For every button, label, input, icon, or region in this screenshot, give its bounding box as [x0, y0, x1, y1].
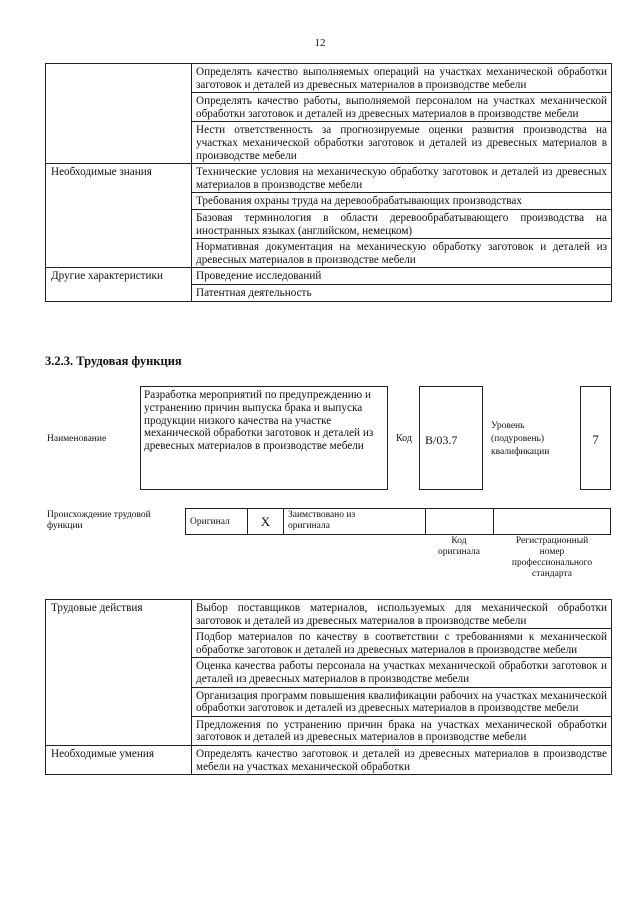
top-requirements-table [45, 63, 612, 302]
level-label [491, 420, 549, 459]
name-label: Наименование [47, 434, 107, 444]
table-cell: Организация программ повышения квалификации рабочих на участках механической обработки заготовок и деталей из древесных материалов в производстве мебели [192, 687, 612, 716]
caption-line: профессионального [511, 558, 593, 568]
section-heading: 3.2.3. Трудовая функция [45, 354, 182, 368]
table-row [46, 268, 612, 285]
row-label-knowledge: Необходимые знания [46, 164, 192, 268]
table-cell: Выбор поставщиков материалов, используемых для механической обработки заготовок и деталей из древесных материалов в производстве мебели [192, 600, 612, 629]
table-cell: Нормативная документация на механическую обработку заготовок и деталей из древесных материалов в производстве мебели [192, 239, 612, 268]
function-name-box: Разработка мероприятий по предупреждению и устранению причин выпуска брака и выпуска продукции низкого качества на участке механической обработки заготовок и деталей из древесных материалов в производстве мебели [140, 386, 388, 490]
table-row [46, 164, 612, 193]
row-label-skills: Необходимые умения [46, 745, 192, 774]
original-code-cell [426, 509, 494, 535]
table-cell: Требования охраны труда на деревообрабатывающих производствах [192, 193, 612, 210]
origin-label-line: функции [47, 521, 83, 531]
row-label-actions: Трудовые действия [46, 600, 192, 746]
level-value-box: 7 [580, 386, 611, 490]
table-cell: Определять качество работы, выполняемой персоналом на участках механической обработки заготовок и деталей из древесных материалов в производстве мебели [192, 93, 612, 122]
table-cell: Предложения по устранению причин брака на участках механической обработки заготовок и деталей из древесных материалов в производстве мебели [192, 716, 612, 745]
code-caption [425, 536, 493, 558]
row-label [46, 64, 192, 164]
table-cell: Базовая терминология в области деревообрабатывающего производства на иностранных языках (английском, немецком) [192, 209, 612, 238]
table-row [46, 745, 612, 774]
registration-number-cell [494, 509, 611, 535]
caption-line: Код [451, 536, 467, 546]
labor-actions-table [45, 599, 612, 775]
origin-label [47, 510, 151, 532]
table-cell: Нести ответственность за прогнозируемые оценки развития производства на участках механической обработки заготовок и деталей из древесных материалов в производстве мебели [192, 122, 612, 164]
borrowed-label-line: оригинала [288, 521, 330, 531]
origin-label-line: Происхождение трудовой [47, 510, 151, 520]
original-label: Оригинал [186, 509, 248, 535]
caption-line: стандарта [532, 569, 572, 579]
table-cell: Определять качество заготовок и деталей из древесных материалов в производстве мебели на участках механической обработки [192, 745, 612, 774]
table-cell: Патентная деятельность [192, 284, 612, 301]
code-label: Код [396, 433, 412, 444]
level-label-line: Уровень [491, 421, 525, 431]
code-value-box: B/03.7 [419, 386, 483, 490]
level-label-line: (подуровень) [491, 434, 545, 444]
table-cell: Подбор материалов по качеству в соответствии с требованиями к механической обработке заготовок и деталей из древесных материалов в производстве мебели [192, 629, 612, 658]
caption-line: оригинала [438, 547, 480, 557]
page-number: 12 [314, 37, 326, 49]
table-row [46, 64, 612, 93]
origin-row [186, 509, 611, 535]
caption-line: номер [539, 547, 565, 557]
original-mark: X [248, 509, 284, 535]
registration-caption [494, 536, 610, 580]
level-label-line: квалификации [491, 447, 550, 457]
origin-table [185, 508, 611, 535]
table-cell: Проведение исследований [192, 268, 612, 285]
row-label-other: Другие характеристики [46, 268, 192, 301]
caption-line: Регистрационный [515, 536, 589, 546]
borrowed-label [284, 509, 426, 535]
table-cell: Технические условия на механическую обработку заготовок и деталей из древесных материалов в производстве мебели [192, 164, 612, 193]
table-row [46, 600, 612, 629]
table-cell: Определять качество выполняемых операций на участках механической обработки заготовок и деталей из древесных материалов в производстве мебели [192, 64, 612, 93]
table-cell: Оценка качества работы персонала на участках механической обработки заготовок и деталей из древесных материалов в производстве мебели [192, 658, 612, 687]
borrowed-label-line: Заимствовано из [288, 510, 356, 520]
